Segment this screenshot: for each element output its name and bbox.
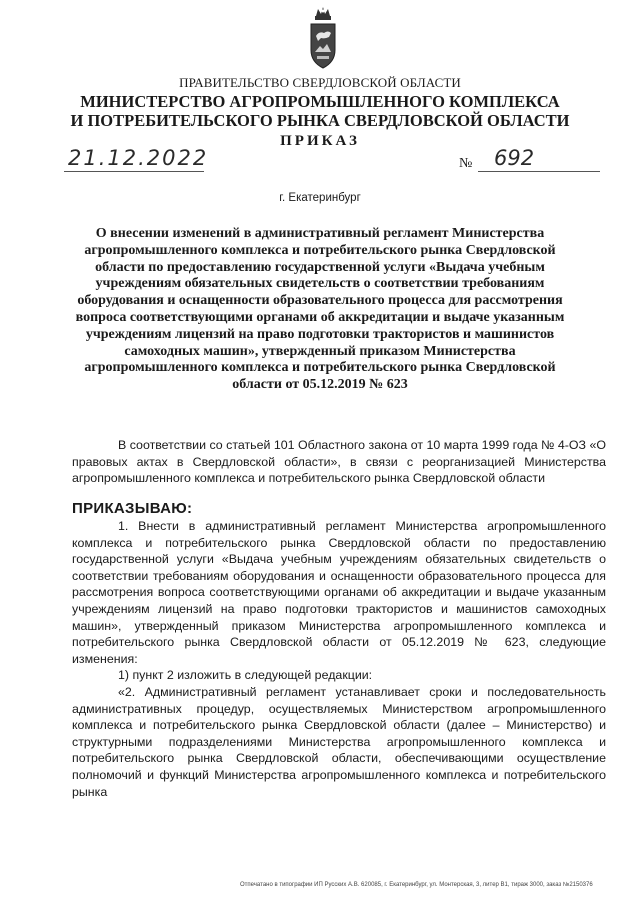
document-number: 692 xyxy=(494,146,535,170)
subitem-1-paragraph: 1) пункт 2 изложить в следующей редакции: xyxy=(118,668,373,683)
item-1-paragraph: 1. Внести в административный регламент Министерства агропромышленного комплекса и потребительского рынка Свердловской области по предоставлению государственной услуги «Выдача учебным учреждениям обязательных свидетельств о соответствии требованиям оборудования и оснащенности образовательного процесса для рассмотрения вопроса соответствующими органами об аккредитации и выдаче указанным учреждениям лицензий на право подготовки трактористов и машинистов самоходных машин», утвержденный приказом Министерства агропромышленного комплекса и потребительского рынка Свердловской области от 05.12.2019 № 623, следующие изменения: xyxy=(72,519,606,666)
date-underline xyxy=(64,171,204,172)
preamble-paragraph: В соответствии со статьей 101 Областного закона от 10 марта 1999 года № 4-ОЗ «О правовых актах в Свердловской области», в связи с реорганизацией Министерства агропромышленного комплекса и потребительского рынка Свердловской области xyxy=(72,438,606,486)
order-word: ПРИКАЗЫВАЮ: xyxy=(72,500,193,517)
document-type: ПРИКАЗ xyxy=(280,133,360,149)
ministry-name xyxy=(60,92,580,130)
number-sign: № xyxy=(459,156,473,171)
ministry-name-line1: МИНИСТЕРСТВО АГРОПРОМЫШЛЕННОГО КОМПЛЕКСА xyxy=(80,92,560,111)
coat-of-arms-icon xyxy=(307,6,339,72)
ministry-name-line2: И ПОТРЕБИТЕЛЬСКОГО РЫНКА СВЕРДЛОВСКОЙ ОБЛАСТИ xyxy=(70,111,570,130)
order-items xyxy=(72,518,606,800)
number-underline xyxy=(478,171,600,172)
printer-footer: Отпечатано в типографии ИП Русских А.В. 620085, г. Екатеринбург, ул. Монтерская, 3, литер В1, тираж 3000, заказ №2150376 xyxy=(240,882,593,888)
government-name: ПРАВИТЕЛЬСТВО СВЕРДЛОВСКОЙ ОБЛАСТИ xyxy=(179,75,461,90)
quoted-paragraph: «2. Административный регламент устанавливает сроки и последовательность административных процедур, осуществляемых Министерством агропромышленного комплекса и потребительского рынка Свердловской области (далее – Министерство) и структурными подразделениями Министерства агропромышленного комплекса и потребительского рынка Свердловской области, обеспечивающими осуществление полномочий и функций Министерства агропромышленного комплекса и потребительского рынка xyxy=(72,684,606,799)
document-subject: О внесении изменений в административный регламент Министерства агропромышленного комплекса и потребительского рынка Свердловской области по предоставлению государственной услуги «Выдача учебным учреждениям обязательных свидетельств о соответствии требованиям оборудования и оснащенности образовательного процесса для рассмотрения вопроса соответствующими органами об аккредитации и выдаче указанным учреждениям лицензий на право подготовки трактористов и машинистов самоходных машин», утвержденный приказом Министерства агропромышленного комплекса и потребительского рынка Свердловской области от 05.12.2019 № 623 xyxy=(75,226,565,393)
preamble-block xyxy=(72,437,606,487)
city: г. Екатеринбург xyxy=(279,192,361,204)
document-date: 21.12.2022 xyxy=(68,146,209,170)
